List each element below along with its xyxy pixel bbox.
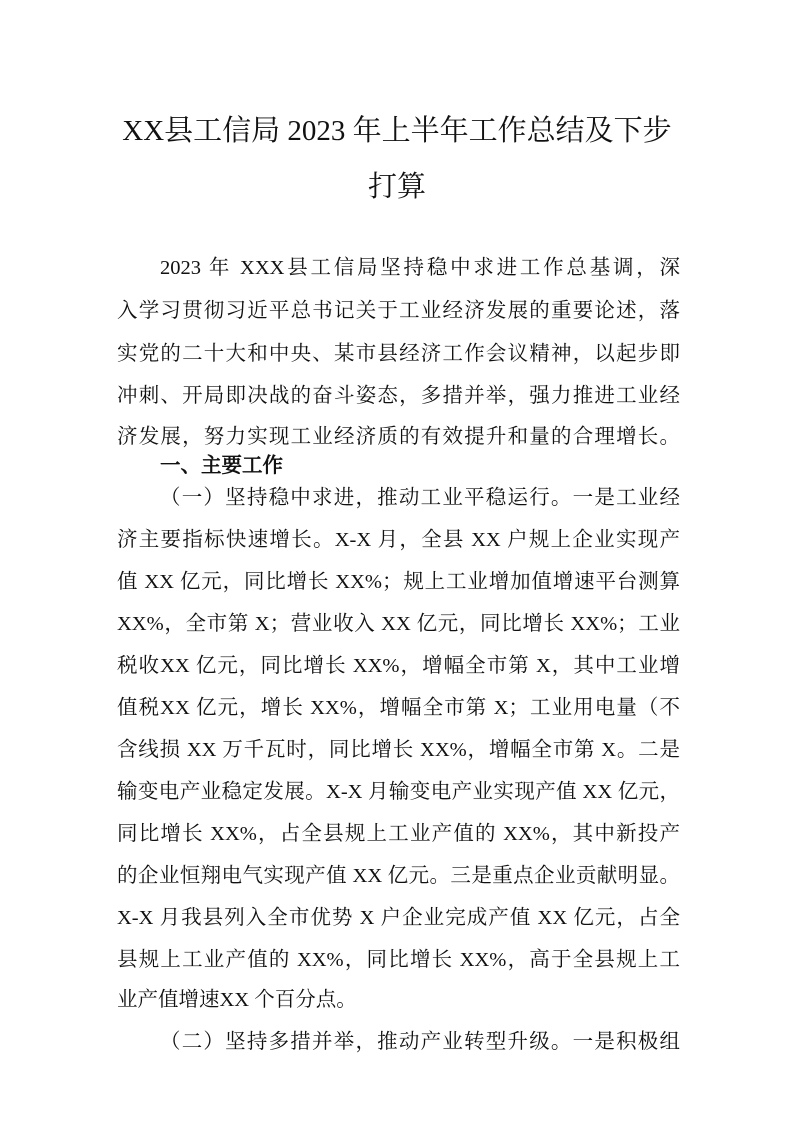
paragraph-line: 税收XX 亿元，同比增长 XX%，增幅全市第 X，其中工业增 [117,655,680,677]
intro-line: 冲刺、开局即决战的奋斗姿态，多措并举，强力推进工业经 [117,385,680,407]
paragraph-line: 输变电产业稳定发展。X-X 月输变电产业实现产值 XX 亿元， [117,781,680,803]
paragraph-line: 值 XX 亿元，同比增长 XX%；规上工业增加值增速平台测算 [117,571,680,593]
paragraph-line: （二）坚持多措并举，推动产业转型升级。一是积极组 [160,1031,680,1053]
intro-line: 济发展，努力实现工业经济质的有效提升和量的合理增长。 [117,426,680,448]
paragraph-line: 含线损 XX 万千瓦时，同比增长 XX%，增幅全市第 X。二是 [117,739,680,761]
document-title-line-2: 打算 [367,171,426,203]
document-title-line-1: XX县工信局 2023 年上半年工作总结及下步 [122,115,672,147]
section-heading: 一、主要工作 [160,455,283,477]
paragraph-line: 业产值增速XX 个百分点。 [117,989,357,1011]
paragraph-line: XX%，全市第 X；营业收入 XX 亿元，同比增长 XX%；工业 [117,613,680,635]
paragraph-line: X-X 月我县列入全市优势 X 户企业完成产值 XX 亿元，占全 [117,907,680,929]
intro-line: 入学习贯彻习近平总书记关于工业经济发展的重要论述，落 [117,300,680,322]
paragraph-line: 济主要指标快速增长。X-X 月，全县 XX 户规上企业实现产 [117,529,680,551]
intro-line: 2023 年 XXX县工信局坚持稳中求进工作总基调，深 [160,257,680,279]
paragraph-line: 的企业恒翔电气实现产值 XX 亿元。三是重点企业贡献明显。 [117,865,680,887]
paragraph-line: 同比增长 XX%，占全县规上工业产值的 XX%，其中新投产 [117,823,680,845]
paragraph-line: 值税XX 亿元，增长 XX%，增幅全市第 X；工业用电量（不 [117,697,680,719]
intro-line: 实党的二十大和中央、某市县经济工作会议精神，以起步即 [117,343,680,365]
paragraph-line: （一）坚持稳中求进，推动工业平稳运行。一是工业经 [160,487,680,509]
paragraph-line: 县规上工业产值的 XX%，同比增长 XX%，高于全县规上工 [117,949,680,971]
